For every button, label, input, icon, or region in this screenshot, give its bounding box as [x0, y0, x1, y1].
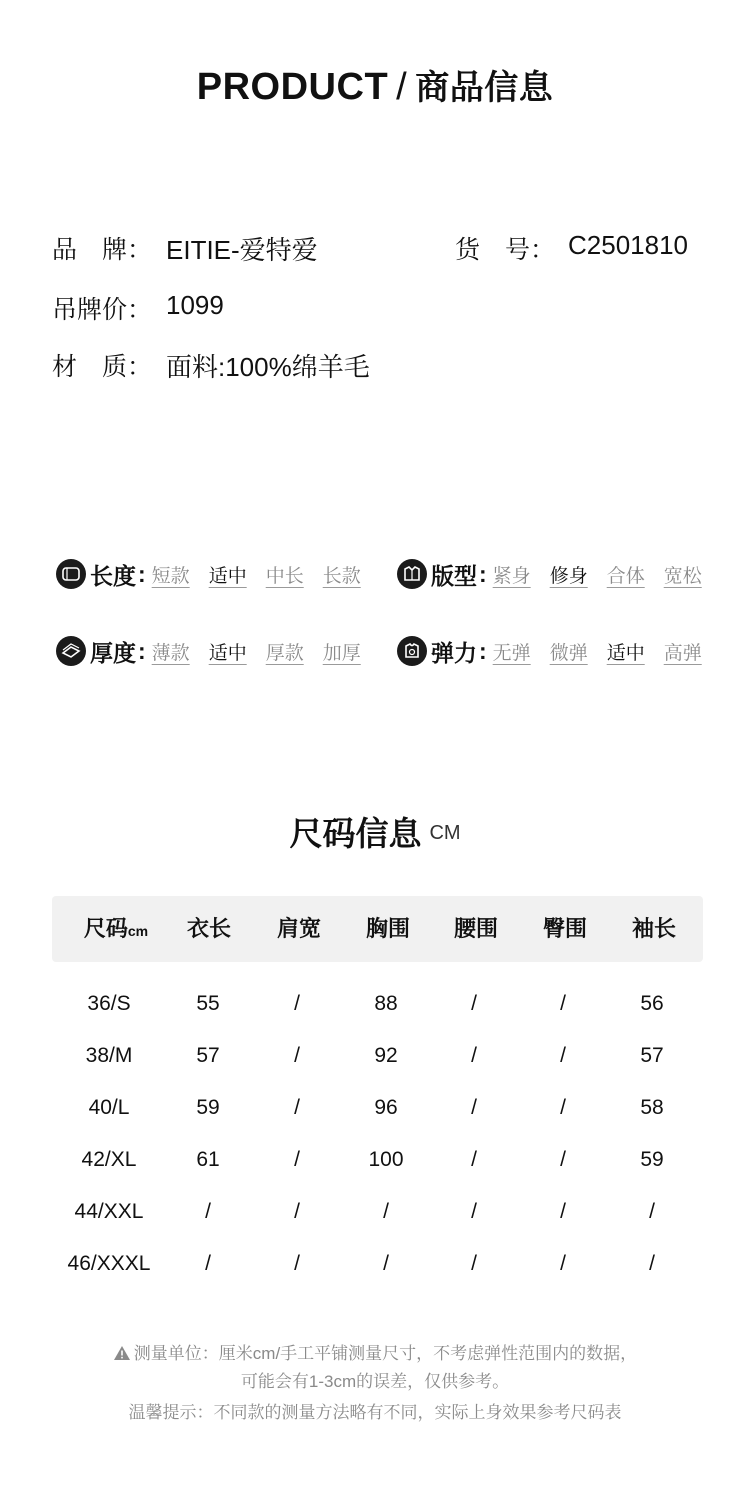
warning-icon: [113, 1345, 131, 1366]
cell-sleeve: 58: [640, 1096, 664, 1119]
cell-chest: /: [383, 1252, 389, 1275]
size-title-text: 尺码信息: [289, 815, 422, 852]
cell-shoulder: /: [294, 1148, 300, 1171]
attr-fit-option-selected: 修身: [549, 565, 588, 587]
size-table-header: [52, 896, 703, 962]
attr-thickness-option: 薄款: [151, 642, 190, 664]
cell-hip: /: [560, 1096, 566, 1119]
attr-fit-label: 版型: [431, 562, 477, 589]
size-section-title: [0, 808, 750, 855]
title-en: PRODUCT: [196, 66, 389, 108]
attr-thickness-option-selected: 适中: [208, 642, 247, 664]
elasticity-icon: [397, 636, 427, 666]
material-value: 面料:100%绵羊毛: [166, 352, 370, 382]
cell-length: 59: [196, 1096, 220, 1119]
attr-thickness-option: 厚款: [265, 642, 304, 664]
attr-length-option: 短款: [151, 565, 190, 587]
header-hip: 臀围: [542, 916, 587, 941]
cell-hip: /: [560, 1252, 566, 1275]
header-size: [71, 896, 161, 962]
header-sleeve: 袖长: [631, 916, 676, 941]
cell-waist: /: [471, 1252, 477, 1275]
attr-length-label: 长度: [90, 562, 136, 589]
header-waist: 腰围: [453, 916, 498, 941]
cell-size: 36/S: [87, 992, 131, 1015]
page-title: [0, 60, 750, 109]
cell-chest: 96: [374, 1096, 398, 1119]
brand-label: 品 牌：: [52, 236, 153, 264]
cell-waist: /: [471, 1096, 477, 1119]
cell-chest: 100: [368, 1148, 404, 1171]
note-line-3: 温馨提示：不同款的测量方法略有不同，实际上身效果参考尺码表: [128, 1403, 622, 1422]
sku-value: C2501810: [568, 230, 688, 260]
header-chest: 胸围: [365, 916, 410, 941]
cell-hip: /: [560, 1200, 566, 1223]
cell-hip: /: [560, 1044, 566, 1067]
cell-hip: /: [560, 1148, 566, 1171]
cell-chest: 92: [374, 1044, 398, 1067]
attr-thickness: [56, 634, 361, 668]
header-length: 衣长: [186, 916, 231, 941]
attr-thickness-colon: :: [138, 637, 146, 664]
cell-length: /: [205, 1252, 211, 1275]
attr-thickness-label: 厚度: [90, 639, 136, 666]
attr-fit-option: 合体: [606, 565, 645, 587]
note-line-2: 可能会有1-3cm的误差，仅供参考。: [240, 1372, 510, 1391]
cell-sleeve: /: [649, 1252, 655, 1275]
attr-length-colon: :: [138, 560, 146, 587]
size-title-unit: CM: [429, 822, 461, 844]
cell-waist: /: [471, 1200, 477, 1223]
attr-fit-colon: :: [479, 560, 487, 587]
length-icon: [56, 559, 86, 589]
fit-icon: [397, 559, 427, 589]
header-size-unit: cm: [127, 923, 149, 939]
cell-sleeve: /: [649, 1200, 655, 1223]
attr-elasticity-option: 微弹: [549, 642, 588, 664]
cell-length: /: [205, 1200, 211, 1223]
cell-size: 40/L: [88, 1096, 130, 1119]
cell-chest: 88: [374, 992, 398, 1015]
attr-fit-option: 紧身: [492, 565, 531, 587]
cell-size: 46/XXXL: [67, 1252, 151, 1275]
sku-label: 货 号：: [455, 236, 556, 264]
cell-length: 61: [196, 1148, 220, 1171]
cell-waist: /: [471, 1044, 477, 1067]
cell-chest: /: [383, 1200, 389, 1223]
brand-value: EITIE-爱特爱: [166, 235, 318, 265]
attr-elasticity-option-selected: 适中: [606, 642, 645, 664]
cell-shoulder: /: [294, 1096, 300, 1119]
cell-sleeve: 56: [640, 992, 664, 1015]
attr-length-option: 中长: [265, 565, 304, 587]
cell-shoulder: /: [294, 1252, 300, 1275]
cell-shoulder: /: [294, 992, 300, 1015]
attr-length: [56, 557, 361, 591]
cell-sleeve: 59: [640, 1148, 664, 1171]
header-size-text: 尺码: [83, 916, 128, 941]
attr-elasticity: [397, 634, 702, 668]
attr-elasticity-option: 高弹: [663, 642, 702, 664]
cell-size: 44/XXL: [74, 1200, 144, 1223]
attr-thickness-option: 加厚: [322, 642, 361, 664]
cell-sleeve: 57: [640, 1044, 664, 1067]
cell-shoulder: /: [294, 1200, 300, 1223]
note-line-1: [0, 1339, 750, 1366]
cell-hip: /: [560, 992, 566, 1015]
header-shoulder: 肩宽: [276, 916, 321, 941]
attr-fit: [397, 557, 702, 591]
cell-shoulder: /: [294, 1044, 300, 1067]
attr-fit-option: 宽松: [663, 565, 702, 587]
cell-length: 55: [196, 992, 220, 1015]
attr-length-option-selected: 适中: [208, 565, 247, 587]
title-separator: /: [396, 66, 408, 108]
price-value: 1099: [166, 290, 224, 320]
material-label: 材 质：: [52, 353, 153, 381]
title-cn: 商品信息: [415, 69, 554, 107]
attr-elasticity-label: 弹力: [431, 639, 477, 666]
attr-length-option: 长款: [322, 565, 361, 587]
thickness-icon: [56, 636, 86, 666]
cell-size: 38/M: [85, 1044, 133, 1067]
cell-waist: /: [471, 1148, 477, 1171]
attr-elasticity-colon: :: [479, 637, 487, 664]
cell-length: 57: [196, 1044, 220, 1067]
cell-waist: /: [471, 992, 477, 1015]
attr-elasticity-option: 无弹: [492, 642, 531, 664]
note-line-1-text: 测量单位：厘米cm/手工平铺测量尺寸，不考虑弹性范围内的数据，: [133, 1344, 638, 1363]
price-label: 吊牌价：: [52, 296, 153, 324]
cell-size: 42/XL: [81, 1148, 137, 1171]
